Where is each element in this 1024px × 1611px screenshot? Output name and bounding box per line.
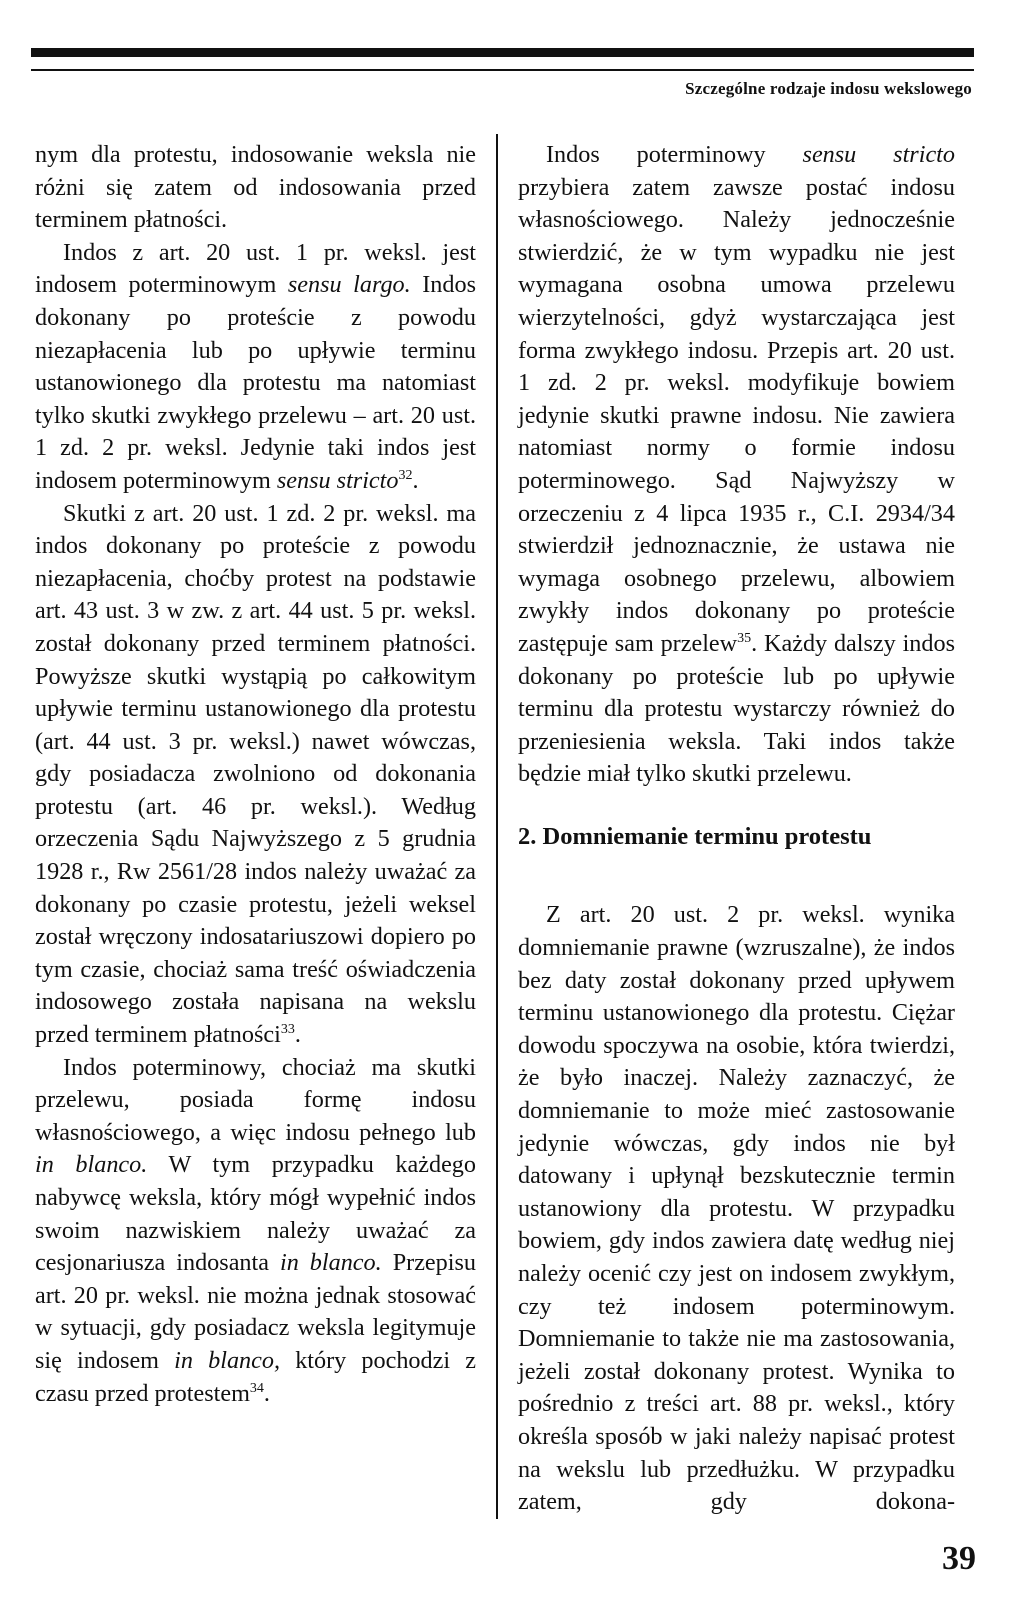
italic-text: in blanco. bbox=[35, 1151, 148, 1179]
text-run: Indos dokonany po proteście z powodu niezapłacenia lub po upływie terminu ustanowionego dla protestu ma natomiast tylko skutki zwykłego przelewu – art. 20 ust. 1 zd. 2 pr. weksl. Jedynie taki indos jest indosem poterminowym bbox=[35, 271, 476, 494]
header-rule-thin bbox=[31, 69, 974, 71]
paragraph bbox=[35, 498, 476, 1052]
text-run: Indos z art. 20 ust. 1 pr. weksl. jest indosem poterminowym bbox=[35, 238, 476, 299]
footnote-ref: 35 bbox=[737, 630, 752, 646]
section-heading bbox=[518, 821, 955, 854]
italic-text: sensu stricto bbox=[276, 466, 399, 494]
paragraph bbox=[35, 237, 476, 498]
text-run: Przepisu art. 20 pr. weksl. nie można jednak stosować w sytuacji, gdy posiadacz weksla legitymuje się indosem bbox=[35, 1249, 476, 1374]
footnote-ref: 33 bbox=[280, 1021, 295, 1037]
text-run: . Każdy dalszy indos dokonany po proteście lub po upływie terminu dla protestu wystarczy również do przeniesienia weksla. Taki indos także będzie miał tylko skutki przelewu. bbox=[518, 629, 955, 788]
paragraph bbox=[518, 899, 955, 1518]
page-number: 39 bbox=[942, 1540, 976, 1577]
text-run: Z art. 20 ust. 2 pr. weksl. wynika domniemanie prawne (wzruszalne), że indos bez daty został dokonany przed upływem terminu ustanowionego dla protestu. Ciężar dowodu spoczywa na osobie, która twierdzi, że było inaczej. Należy zaznaczyć, że domniemanie to może mieć zastosowanie jedynie wówczas, gdy indos nie był datowany i upłynął bezskutecznie termin ustanowiony dla protestu. W przypadku bowiem, gdy indos zawiera datę według niej należy ocenić czy jest on indosem zwykłym, czy też indosem poterminowym. Domniemanie to także nie ma zastosowania, jeżeli został dokonany protest. Wynika to pośrednio z treści art. 88 pr. weksl., który określa sposób w jaki należy napisać protest na wekslu lub przedłużku. W przypadku zatem, gdy dokona- bbox=[518, 901, 955, 1516]
text-run: przybiera zatem zawsze postać indosu własnościowego. Należy jednocześnie stwierdzić, że w tym wypadku nie jest wymagana osobna umowa przelewu wierzytelności, gdyż wystarczająca jest forma zwykłego indosu. Przepis art. 20 ust. 1 zd. 2 pr. weksl. modyfikuje bowiem jedynie skutki prawne indosu. Nie zawiera natomiast normy o formie indosu poterminowego. Sąd Najwyższy w orzeczeniu z 4 lipca 1935 r., C.I. 2934/34 stwierdził jednoznacznie, że ustawa nie wymaga osobnego przelewu, albowiem zwykły indos dokonany po proteście zastępuje sam przelew bbox=[518, 173, 955, 657]
footnote-ref: 34 bbox=[249, 1380, 264, 1396]
text-run: nym dla protestu, indosowanie weksla nie różni się zatem od indosowania przed terminem płatności. bbox=[35, 141, 476, 234]
text-run: . bbox=[263, 1379, 270, 1407]
italic-text: in blanco, bbox=[174, 1346, 281, 1374]
italic-text: in blanco. bbox=[279, 1249, 382, 1277]
paragraph bbox=[518, 139, 955, 791]
running-head: Szczególne rodzaje indosu wekslowego bbox=[685, 79, 972, 98]
text-run: Indos poterminowy, chociaż ma skutki przelewu, posiada formę indosu własnościowego, a więc indosu pełnego lub bbox=[35, 1053, 476, 1146]
paragraph bbox=[35, 1052, 476, 1411]
text-run: 2. Domniemanie terminu protestu bbox=[518, 822, 872, 850]
text-run: . bbox=[294, 1021, 301, 1049]
paragraph bbox=[35, 139, 476, 237]
italic-text: sensu largo. bbox=[287, 271, 411, 299]
italic-text: sensu stricto bbox=[802, 141, 955, 168]
text-run: Skutki z art. 20 ust. 1 zd. 2 pr. weksl. ma indos dokonany po proteście z powodu niezapłacenia, choćby protest na podstawie art. 43 ust. 3 w zw. z art. 44 ust. 5 pr. weksl. został dokonany przed terminem płatności. Powyższe skutki wystąpią po całkowitym upływie terminu ustanowionego dla protestu (art. 44 ust. 3 pr. weksl.) nawet wówczas, gdy posiadacza zwolniono od dokonania protestu (art. 46 pr. weksl.). Według orzeczenia Sądu Najwyższego z 5 grudnia 1928 r., Rw 2561/28 indos należy uważać za dokonany po czasie protestu, jeżeli weksel został wręczony indosatariuszowi dopiero po tym czasie, chociaż sama treść oświadczenia indosowego została napisana na wekslu przed terminem płatności bbox=[35, 499, 476, 1049]
text-run: . bbox=[412, 466, 419, 494]
left-column bbox=[35, 139, 476, 1410]
text-run: W tym przypadku każdego nabywcę weksla, który mógł wypełnić indos swoim nazwiskiem należy uważać za cesjonariusza indosanta bbox=[35, 1151, 476, 1277]
right-column bbox=[518, 139, 955, 1519]
column-divider bbox=[496, 134, 498, 1519]
text-run: Indos poterminowy bbox=[546, 141, 803, 168]
header-rule-thick bbox=[31, 48, 974, 57]
footnote-ref: 32 bbox=[398, 467, 413, 483]
text-run: który pochodzi z czasu przed protestem bbox=[35, 1346, 476, 1407]
